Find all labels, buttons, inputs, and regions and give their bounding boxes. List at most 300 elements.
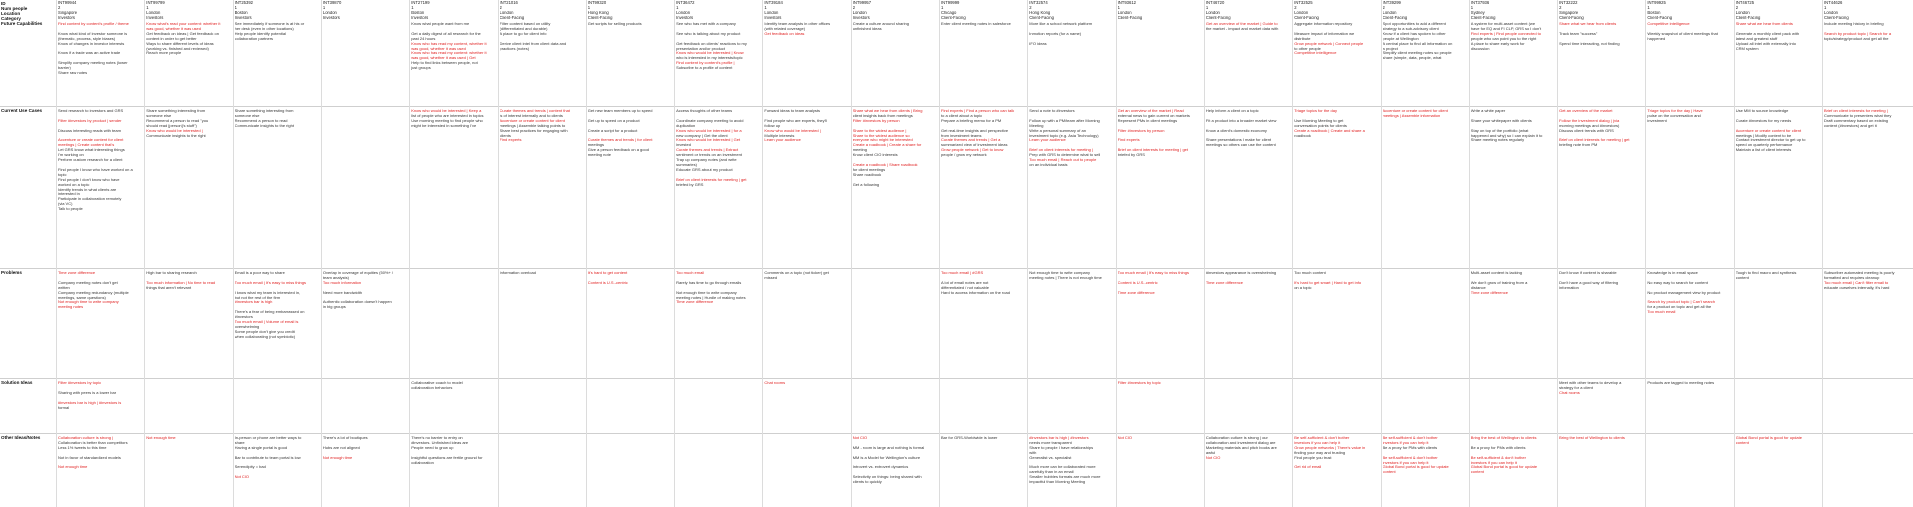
note-cell — [411, 436, 495, 505]
note-cell — [235, 22, 319, 106]
column-header-cat: Client-Facing — [1029, 15, 1054, 20]
tagged-note-line: Grow people network | Connect people — [1294, 41, 1364, 46]
note-line: Create a script for a product — [587, 128, 638, 133]
note-line: Help people identify potential — [234, 31, 286, 36]
note-cell — [676, 109, 760, 268]
tagged-note-line: investors if you can help it — [1382, 440, 1429, 445]
note-line: Share presentations I make for client — [1205, 138, 1272, 143]
note-line: collaboration partners — [234, 36, 274, 41]
note-line: Too much content — [1294, 271, 1326, 275]
note-line: Insightful questions are fertile ground for — [411, 455, 483, 460]
note-line: Share to people I have relationships — [1029, 445, 1094, 450]
note-cell — [1206, 271, 1290, 378]
note-line: A place to share early work for — [1470, 41, 1525, 46]
tagged-note-line: was good, whether it was used — [146, 26, 201, 31]
note-line: Reach more people — [146, 51, 182, 56]
column-header-id: INT99944 — [58, 1, 77, 5]
note-line: duplication — [676, 123, 696, 128]
tagged-note-line: investors if you can help it — [1294, 440, 1341, 445]
note-cell — [941, 271, 1025, 378]
tagged-note-line: Filter #investors by person — [852, 118, 900, 123]
tagged-note-line: Bring the best of Wellington to clients — [1470, 436, 1537, 440]
note-line: Help to find links between people, not — [411, 61, 478, 66]
participant-column — [1206, 1, 1289, 21]
note-cell — [764, 271, 848, 378]
note-line: Get a daily digest of all research for the — [411, 31, 481, 36]
note-line: Get new team members up to speed — [587, 109, 653, 113]
note-line: should read [person]'s stuff") — [146, 123, 197, 128]
tagged-note-line: Get an overview of the market | Read — [1117, 109, 1184, 113]
note-line: Know of changes in investor interests — [58, 41, 125, 46]
note-cell — [1647, 271, 1731, 378]
note-line: to a client about a topic — [941, 113, 983, 118]
column-divider — [56, 0, 57, 507]
tagged-note-line: Grow people networks | There's value in — [1294, 445, 1366, 450]
note-line: Simplify company meeting notes (lower — [58, 61, 128, 66]
note-cell — [1206, 109, 1290, 268]
column-header-num: 1 — [764, 5, 767, 10]
note-line: Need more bandwidth — [322, 290, 363, 295]
note-line: Get up to speed on a product — [587, 118, 640, 123]
note-line: external news to gain current on markets — [1117, 113, 1190, 118]
tagged-note-line: Know who would be interested | — [764, 128, 821, 133]
note-line: Follow up with a PM/team after Morning — [1029, 118, 1100, 123]
participant-column — [500, 1, 583, 21]
note-line: Not enough time to write company — [1029, 271, 1090, 275]
participant-column — [853, 1, 936, 21]
note-line: Communicate insights to the right — [146, 133, 206, 138]
tagged-note-line: Follow the investment dialog | (via — [1559, 118, 1620, 123]
note-line: Share your whitepaper with clients — [1470, 118, 1532, 123]
participant-column — [235, 1, 318, 21]
column-header-num: 1 — [411, 5, 414, 10]
note-line: (via VC) — [58, 202, 73, 207]
note-line: who is interested in my interests/topic — [676, 56, 743, 61]
column-header-loc: Singapore — [58, 10, 78, 15]
column-divider — [1381, 0, 1382, 507]
column-header-num: 1 — [1205, 5, 1209, 10]
tagged-note-line: Share what we hear from clients | Bring — [852, 109, 923, 113]
note-line: Forward ideas to team analysts — [764, 109, 820, 113]
note-line: Inmotion reports (for a name) — [1029, 31, 1082, 36]
note-line: Be a proxy for PMs with clients — [1470, 445, 1526, 450]
tagged-note-line: Find experts — [1117, 138, 1140, 143]
note-line: Some people don't give you credit — [234, 329, 295, 334]
column-header-cat: Client-Facing — [1735, 15, 1761, 20]
tagged-note-line: Create a roadbook | Create a share for — [852, 143, 922, 148]
column-header-id: INT46720 — [1205, 1, 1225, 5]
tagged-note-line: Collaboration culture is strong | — [58, 436, 114, 440]
note-line: We don't grow of training from a — [1470, 280, 1528, 285]
column-header-cat: Client-Facing — [1205, 15, 1231, 20]
note-line: people at Wellington — [1382, 36, 1419, 41]
note-cell — [764, 436, 848, 505]
note-line: sentiment or trends on an investment — [676, 153, 742, 158]
column-header-loc: Boston — [234, 10, 248, 15]
note-line: presentation and/or product — [676, 46, 726, 51]
note-cell — [146, 271, 230, 378]
tagged-note-line: Brief on client interests for meeting | get — [676, 177, 747, 182]
column-header-loc: London — [764, 10, 779, 15]
participant-column — [1471, 1, 1554, 21]
note-line: practices (notes) — [499, 46, 530, 51]
tagged-note-line: Triage topics for the day — [1294, 109, 1337, 113]
note-line: new company | Get the client — [676, 133, 728, 138]
participant-column — [58, 1, 141, 21]
note-line: topic/strategy/product and get all the — [1824, 36, 1889, 41]
tagged-note-line: Not enough time to write company — [58, 300, 119, 305]
note-cell — [1118, 381, 1202, 433]
note-line: worked on a topic — [58, 182, 90, 187]
note-cell — [411, 22, 495, 106]
row-label: Future Capabilities — [1, 21, 43, 26]
note-cell — [941, 436, 1025, 505]
note-line: on a topic — [1294, 285, 1312, 290]
note-line: topic — [58, 172, 67, 177]
note-line: Knowledge is in email space — [1647, 271, 1698, 275]
column-header-loc: London — [1205, 10, 1220, 15]
tagged-note-line: Brief on client interests for meeting | get — [1117, 148, 1188, 153]
note-line: A central place to find all information on — [1382, 41, 1453, 46]
note-line: client insights back from meetings — [852, 113, 913, 118]
note-line: Don't have a good way of filtering — [1559, 280, 1619, 285]
note-line: Aggregate information repository — [1294, 22, 1353, 26]
tagged-note-line: Too much email | Reach out to people — [1029, 158, 1097, 163]
tagged-note-line: Chat rooms — [764, 381, 786, 385]
column-header-loc: Singapore — [1559, 10, 1579, 15]
note-cell — [1383, 381, 1467, 433]
note-line: Meet with other teams to develop a — [1559, 381, 1622, 385]
note-line: Enter client meeting notes in salesforce — [941, 22, 1011, 26]
column-header-num: 2 — [852, 5, 856, 10]
tagged-note-line: Time zone difference — [1205, 280, 1244, 285]
note-line: Discuss interesting reads with team — [58, 128, 121, 133]
row-label: Solution Ideas — [1, 380, 33, 385]
column-header-id: INT99925 — [1647, 1, 1666, 5]
note-line: Get scripts for selling products — [587, 22, 642, 26]
column-header-cat: Client-Facing — [1117, 15, 1143, 20]
note-cell — [1206, 22, 1290, 106]
participant-column — [323, 1, 406, 21]
note-line: See who is talking about my product — [676, 31, 741, 36]
note-line: Collaboration culture is strong | our — [1205, 436, 1268, 440]
note-line: to other people — [1294, 46, 1321, 51]
note-line: Get real-time insights and perspective — [941, 128, 1009, 133]
column-header-num: 2 — [499, 5, 502, 10]
column-divider — [586, 0, 587, 507]
tagged-note-line: Content is U.S.-centric — [1117, 280, 1158, 285]
note-line: Trap up company notes (and write — [676, 158, 737, 163]
note-cell — [1471, 271, 1555, 378]
column-header-id: INT99799 — [146, 1, 165, 5]
participant-column — [146, 1, 229, 21]
note-line: (differentiated and durable) — [499, 26, 548, 31]
tagged-note-line: Create a roadbook | Create and share a — [1294, 128, 1365, 133]
note-line: Hubs are not aligned — [322, 445, 360, 450]
tagged-note-line: Be self-sufficient & don't bother — [1470, 455, 1526, 460]
note-cell — [1559, 271, 1643, 378]
participant-column — [1118, 1, 1201, 21]
column-divider — [674, 0, 675, 507]
note-line: roadbook — [1294, 133, 1311, 138]
participant-column — [1294, 1, 1377, 21]
note-line: Use Morning Meeting to get — [1294, 118, 1344, 123]
note-line: Derive client intel from client data and — [499, 41, 567, 46]
column-header-loc: Hong Kong — [1029, 10, 1051, 15]
note-line: Introvert vs. extrovert dynamics — [852, 465, 909, 470]
note-cell — [1559, 436, 1643, 505]
note-line: Get feedback on clients' reactions to my — [676, 41, 747, 46]
tagged-note-line: Be self-sufficient & don't bother — [1382, 455, 1438, 460]
note-cell — [1824, 271, 1908, 378]
note-line: Products are tagged to meeting notes — [1647, 381, 1715, 385]
note-line: meeting note — [587, 153, 611, 158]
tagged-note-line: Curate themes and trends | for client — [587, 138, 653, 143]
note-line: Identify team analysts in other offices — [764, 22, 831, 26]
column-header-loc: London — [1735, 10, 1750, 15]
note-line: I'm working on — [58, 153, 84, 158]
row-label: Current Use Cases — [1, 108, 43, 113]
note-cell — [1029, 22, 1113, 106]
note-line: missed — [764, 275, 778, 280]
note-line: clients to quickly — [852, 480, 882, 485]
note-line: finding your way and trusting — [1294, 450, 1346, 455]
tagged-note-line: Create a roadbook | Share roadbook — [852, 162, 918, 167]
tagged-note-line: Accenture or create content for client — [58, 138, 124, 143]
note-line: No product management view by product — [1647, 290, 1721, 295]
note-line: Find people I don't know who have — [58, 177, 120, 182]
column-header-num: 1 — [1470, 5, 1474, 10]
note-line: speed on quarterly performance — [1735, 143, 1793, 148]
note-line: More like a school network platform — [1029, 22, 1093, 26]
tagged-note-line: Curate themes and trends | Extract — [676, 148, 739, 153]
note-line: Know what kind of investor someone is — [58, 31, 128, 36]
note-line: impactful than Morning Meeting — [1029, 480, 1086, 485]
tagged-note-line: Learn your audience — [1029, 138, 1066, 143]
column-divider — [1822, 0, 1823, 507]
note-line: In-person or phone are better ways to — [234, 436, 302, 440]
tagged-note-line: was good, whether it was used | Get — [411, 56, 476, 61]
column-divider — [1734, 0, 1735, 507]
note-cell — [1294, 381, 1378, 433]
column-header-num: 2 — [58, 5, 61, 10]
column-header-cat: Investors — [322, 15, 340, 20]
note-line: with — [1029, 450, 1037, 455]
note-line: distance — [1470, 285, 1486, 290]
note-cell — [1647, 381, 1731, 433]
tagged-note-line: Not enough time — [322, 455, 353, 460]
note-line: Bar for GRS-Worldwide is lower — [941, 436, 998, 440]
note-line: Subscribe to a profile of content — [676, 66, 733, 71]
note-line: meetings, same questions) — [58, 295, 106, 300]
column-header-cat: Client-Facing — [1382, 15, 1408, 20]
note-line: content — [1735, 275, 1749, 280]
column-header-id: INT32574 — [1029, 1, 1048, 5]
note-line: her desk (even in other locations) — [234, 26, 294, 31]
note-line: Send a note to #investors — [1029, 109, 1075, 113]
tagged-note-line: Too much email | It's easy to miss things — [1117, 271, 1189, 275]
tagged-note-line: Too much email | Can't filter email to — [1824, 280, 1889, 285]
note-line: Collaborative coach to model — [411, 381, 463, 385]
note-line: barrier) — [58, 66, 71, 71]
note-line: No easy way to search for content — [1647, 280, 1708, 285]
column-header-id: INT99999 — [941, 1, 960, 5]
tagged-note-line: Get rid of email — [1294, 465, 1322, 470]
column-divider — [939, 0, 940, 507]
note-line: Much more can be collaborated more — [1029, 465, 1096, 470]
note-line: is of interest internally and to clients — [499, 113, 563, 118]
tagged-note-line: Share what we hear from clients — [1559, 22, 1617, 26]
note-cell — [1118, 22, 1202, 106]
note-line: Know a client's domestic economy — [1205, 128, 1267, 133]
note-line: from investment teams — [941, 133, 982, 138]
note-line: Represent PMs in client meetings — [1117, 118, 1178, 123]
note-line: Company meeting redundancy (multiple — [58, 290, 129, 295]
column-divider — [1292, 0, 1293, 507]
note-line: Marketing materials and pitch books are — [1205, 445, 1277, 450]
note-line: Collaboration is better than competitors — [58, 440, 128, 445]
note-cell — [853, 22, 937, 106]
note-cell — [1118, 109, 1202, 268]
tagged-note-line: Find experts | Find people connected to — [1470, 31, 1541, 36]
tagged-note-line: Get an overview of the market — [1559, 109, 1613, 113]
note-cell — [1559, 381, 1643, 433]
note-cell — [1824, 436, 1908, 505]
note-line: Not enough time to write company — [676, 290, 737, 295]
note-line: Give a person feedback on a good — [587, 148, 649, 153]
note-cell — [1383, 436, 1467, 505]
note-cell — [500, 22, 584, 106]
note-line: People need to grow up — [411, 445, 454, 450]
column-header-id: INT99957 — [852, 1, 872, 5]
note-cell — [1559, 109, 1643, 268]
note-line: a project — [1382, 46, 1398, 51]
note-cell — [764, 381, 848, 433]
column-divider — [233, 0, 234, 507]
note-line: Rarely has time to go through emails — [676, 280, 742, 285]
column-header-id: INT27199 — [411, 1, 430, 5]
column-header-num: 1 — [676, 5, 679, 10]
note-line: Find people who are experts, they'll — [764, 118, 828, 123]
note-line: Generate a monthly client pack with — [1735, 31, 1800, 36]
tagged-note-line: content — [1470, 470, 1484, 475]
note-line: There's no barrier to entry on — [411, 436, 463, 440]
tagged-note-line: Search by product topic | Can't search — [1647, 300, 1716, 305]
tagged-note-line: Triage topics for the day | Have — [1647, 109, 1703, 113]
note-cell — [323, 109, 407, 268]
note-line: happened and why) so I can explain it to — [1470, 133, 1543, 138]
note-line: Authentic collaboration doesn't happen — [322, 300, 392, 305]
note-line: Use MM to source knowledge — [1735, 109, 1789, 113]
note-line: Send research to investors and GRS — [58, 109, 124, 113]
column-header-id: INT39184 — [764, 1, 783, 5]
note-cell — [411, 109, 495, 268]
note-cell — [146, 22, 230, 106]
column-header-cat: Client-Facing — [941, 15, 966, 20]
tagged-note-line: Know who would be interested | Get — [676, 138, 741, 143]
column-header-id: INT39299 — [1382, 1, 1401, 5]
note-cell — [323, 381, 407, 433]
note-line: meeting notes | There is not enough time — [1029, 275, 1102, 280]
note-line: Access thoughts of other teams — [676, 109, 733, 113]
column-header-num: 2 — [1382, 5, 1385, 10]
note-line: formal — [58, 405, 70, 410]
note-cell — [1647, 436, 1731, 505]
tagged-note-line: Know who has read my content: whether it — [411, 51, 487, 56]
tagged-note-line: It's hard to get smart | Hard to get info — [1294, 280, 1362, 285]
note-cell — [58, 436, 142, 505]
column-divider — [1645, 0, 1646, 507]
note-line: when collaborating (not symbiotic) — [234, 334, 296, 339]
note-line: Smaller hubbles formats are much more — [1029, 475, 1101, 480]
tagged-note-line: was good, whether it was used — [411, 46, 466, 51]
participant-column — [941, 1, 1024, 21]
tagged-note-line: Too much email | #GRS — [941, 271, 984, 275]
row-label: Category — [1, 16, 21, 21]
note-line: Multiple interests — [764, 133, 795, 138]
note-line: Meeting — [1029, 123, 1044, 128]
note-line: in big groups — [322, 305, 346, 310]
note-cell — [323, 436, 407, 505]
column-header-id: INT37936 — [1470, 1, 1490, 5]
note-cell — [853, 381, 937, 433]
tagged-note-line: Know what's read your content: whether it — [146, 22, 221, 26]
note-cell — [146, 109, 230, 268]
note-line: written — [58, 285, 70, 290]
tagged-note-line: content — [1382, 470, 1396, 475]
column-header-num: 2 — [1559, 5, 1562, 10]
note-line: Share something interesting from — [146, 109, 206, 113]
note-line: A system for multi-asset content (we — [1470, 22, 1536, 26]
note-cell — [588, 22, 672, 106]
tagged-note-line: Content is U.S.-centric — [587, 280, 628, 285]
note-line: share — [234, 440, 245, 445]
tagged-note-line: Know who would be interested | Know — [676, 51, 744, 56]
note-line: someone else — [234, 113, 260, 118]
note-line: briefed by GRS — [1117, 153, 1145, 158]
note-cell — [941, 109, 1025, 268]
participant-column — [1647, 1, 1730, 21]
note-line: (working vs. finished and reviewed) — [146, 46, 209, 51]
tagged-note-line: Time zone difference — [1470, 290, 1508, 295]
note-cell — [1383, 271, 1467, 378]
note-cell — [58, 109, 142, 268]
tagged-note-line: Brief on client interests for meeting | get — [1559, 138, 1630, 143]
tagged-note-line: Know who would be interested | Keep a — [411, 109, 482, 113]
note-cell — [1647, 109, 1731, 268]
note-line: Multi-asset content is lacking — [1470, 271, 1522, 275]
note-line: strategy to a sub-advisory client — [1382, 26, 1439, 31]
tagged-note-line: Filter #investors by person — [1117, 128, 1165, 133]
note-line: Contact investment director to get up to — [1735, 138, 1806, 143]
column-header-num: 1 — [1117, 5, 1120, 10]
column-header-num: 1 — [234, 5, 237, 10]
note-line: differentiated / not valuable — [941, 285, 989, 290]
note-cell — [764, 109, 848, 268]
note-line: #investors — [234, 315, 253, 320]
note-line: information — [1559, 285, 1579, 290]
note-line: Share best practices for engaging with — [499, 128, 568, 133]
column-header-cat: Client-Facing — [1470, 15, 1496, 20]
column-header-cat: Client-Facing — [587, 15, 613, 20]
column-header-loc: London — [1382, 10, 1397, 15]
note-cell — [1383, 22, 1467, 106]
column-header-loc: London — [1824, 10, 1838, 15]
tagged-note-line: Share to the widest audience so — [852, 133, 910, 138]
row-divider — [0, 433, 1913, 434]
note-cell — [1294, 22, 1378, 106]
tagged-note-line: everyone who might be interested — [852, 138, 913, 143]
